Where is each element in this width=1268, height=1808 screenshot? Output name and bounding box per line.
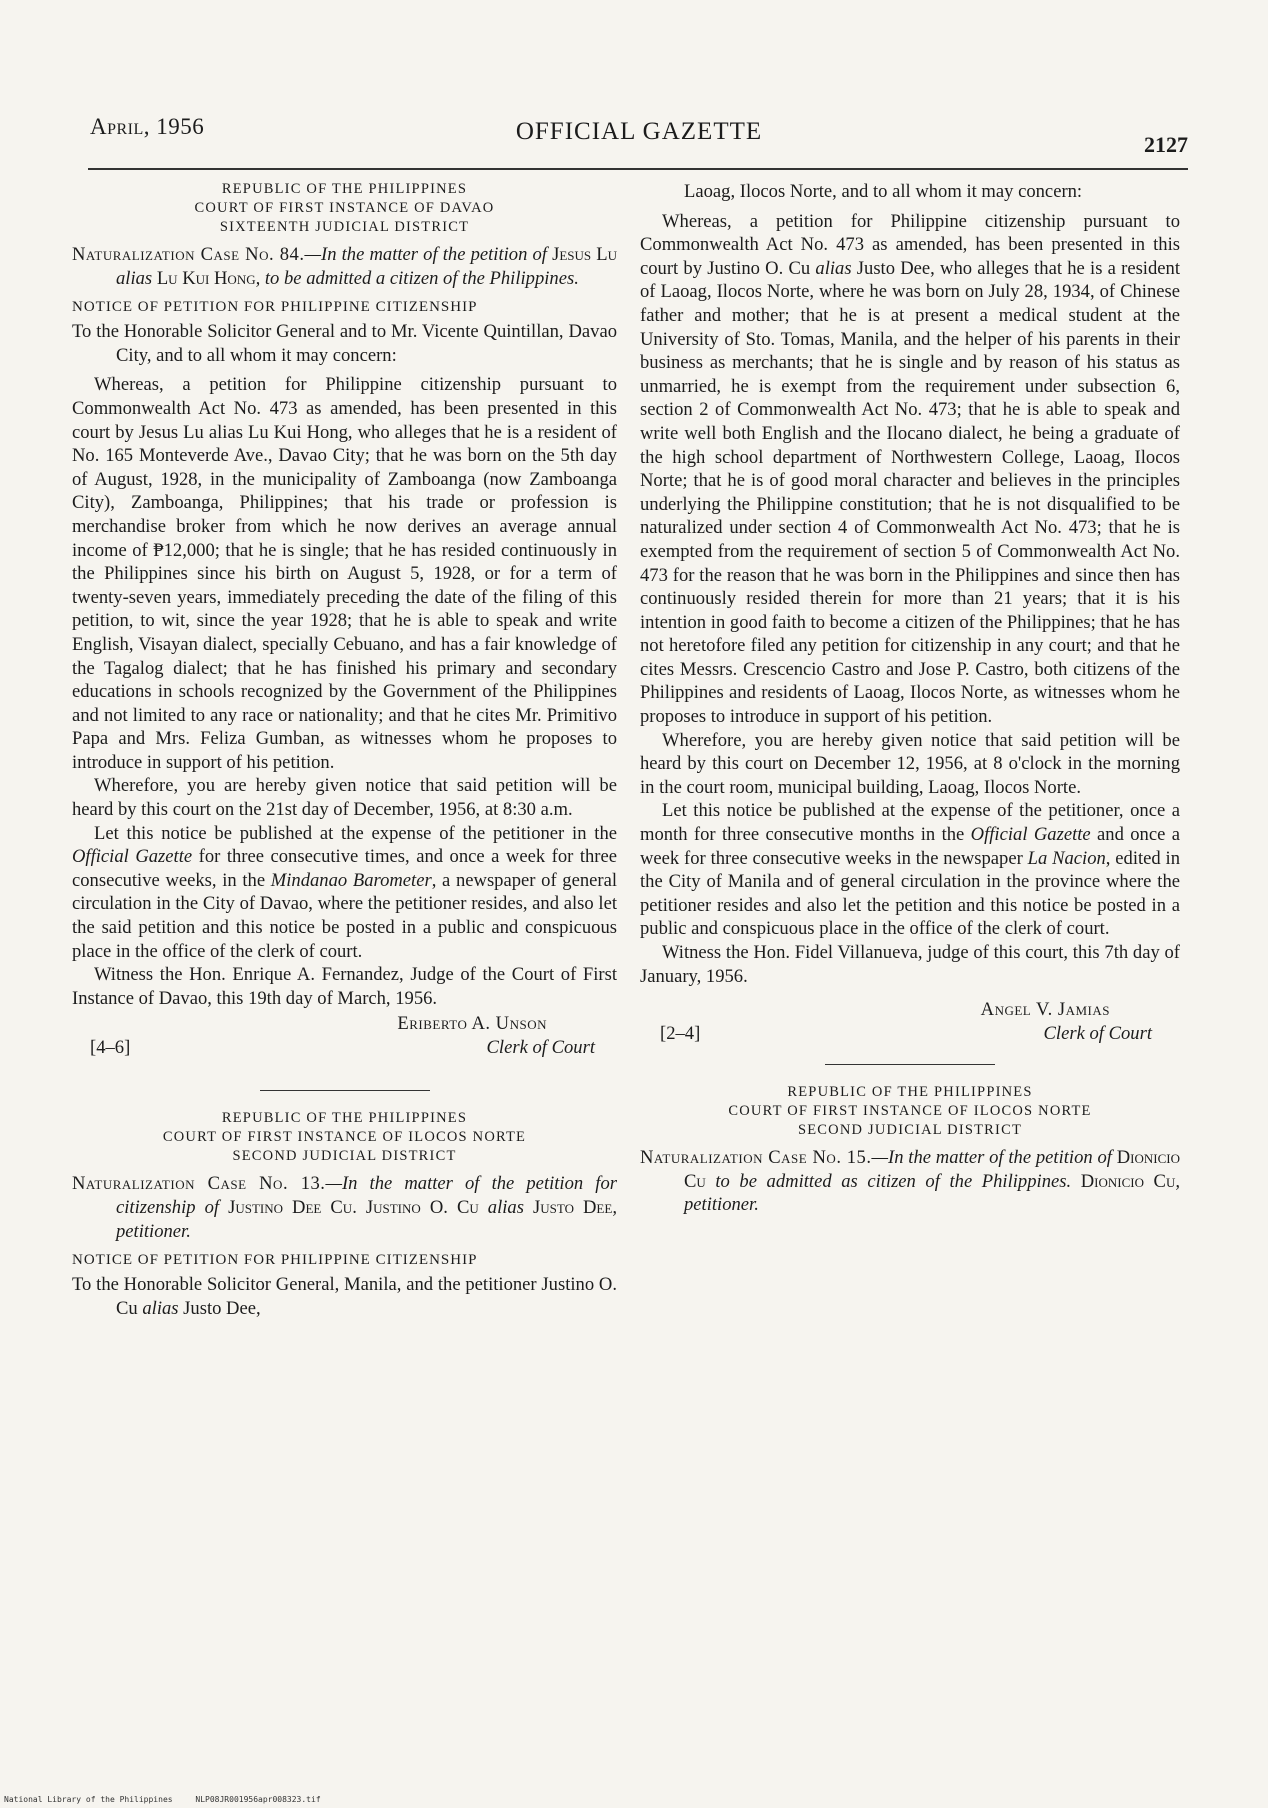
left-column <box>72 180 617 1326</box>
petition-body: Whereas, a petition for Philippine citizenship pursuant to Commonwealth Act No. 473 as amended, has been presented in this court by Jesus Lu alias Lu Kui Hong, who alleges that he is a resident of No. 165 Monteverde Ave., Davao City; that he was born on the 5th day of August, 1928, in the municipality of Zamboanga (now Zamboanga City), Zamboanga, Philippines; that his trade or profession is merchandise broker from which he now derives an average annual income of ₱12,000; that he is single; that he has resided continuously in the Philippines since his birth on August 5, 1928, or for a term of twenty-seven years, immediately preceding the date of the filing of this petition, to wit, since the year 1928; that he is able to speak and write English, Visayan dialect, specially Cebuano, and has a fair knowledge of the Tagalog dialect; that he has finished his primary and secondary educations in schools recognized by the Government of the Philippines and not limited to any race or nationality; and that he cites Mr. Primitivo Papa and Mrs. Feliza Gumban, as witnesses whom he proposes to introduce in support of his petition. <box>72 374 617 773</box>
court-line: COURT OF FIRST INSTANCE OF DAVAO <box>194 200 495 216</box>
page-number: 2127 <box>1144 132 1188 157</box>
publication-order: Let this notice be published at the expense of the petitioner in the Official Gazette for three consecutive times, and once a week for three consecutive weeks, in the Mindanao Barometer, a newspaper of general circulation in the City of Davao, where the petitioner resides, and also let the said petition and this notice be posted in a public and conspicuous place in the office of the clerk of court. <box>72 822 618 962</box>
signer-title: Clerk of Court <box>486 1037 595 1059</box>
library-credit: National Library of the Philippines <box>4 1795 173 1804</box>
section-divider <box>260 1090 430 1091</box>
scan-filename: NLP08JR001956apr008323.tif <box>195 1795 321 1804</box>
witness-clause: Witness the Hon. Enrique A. Fernandez, Judge of the Court of First Instance of Davao, this 19th day of March, 1956. <box>72 964 617 1009</box>
petitioner-name: Jesus Lu <box>552 244 617 265</box>
publication-order: Let this notice be published at the expense of the petitioner, once a month for three consecutive months in the Official Gazette and once a week for three consecutive weeks in the newspaper La Nacion, edited in the City of Manila and of general circulation in the province where the petitioner resides and also let the petition and this notice be posted in a public and conspicuous place in the office of the clerk of court. <box>640 800 1180 940</box>
issue-date: April, 1956 <box>90 114 205 139</box>
court-heading <box>72 1109 617 1166</box>
signer-name: Angel V. Jamias <box>980 999 1110 1021</box>
signer-name: Eriberto A. Unson <box>397 1013 547 1035</box>
court-line: SECOND JUDICIAL DISTRICT <box>232 1148 457 1165</box>
case-lead: Naturalization Case No. 84. <box>72 244 305 265</box>
hearing-notice: Wherefore, you are hereby given notice that said petition will be heard by this court on December 12, 1956, at 8 o'clock in the morning in the court room, municipal building, Laoag, Ilocos Norte. <box>640 729 1180 798</box>
issue-reference: [4–6] <box>90 1037 131 1059</box>
section-divider <box>825 1064 995 1065</box>
case-lead: Naturalization Case No. 13. <box>72 1173 326 1195</box>
court-line: COURT OF FIRST INSTANCE OF ILOCOS NORTE <box>162 1129 527 1146</box>
notice-heading: NOTICE OF PETITION FOR PHILIPPINE CITIZENSHIP <box>72 299 478 316</box>
court-heading <box>640 1083 1180 1140</box>
court-line: COURT OF FIRST INSTANCE OF ILOCOS NORTE <box>728 1103 1092 1120</box>
addressee: To the Honorable Solicitor General, Manila, and the petitioner Justino O. Cu alias Justo Dee, <box>72 1274 617 1319</box>
court-line: REPUBLIC OF THE PHILIPPINES <box>221 1110 468 1127</box>
publication-title: OFFICIAL GAZETTE <box>515 118 763 145</box>
page-header <box>90 110 1188 160</box>
case-title: Naturalization Case No. 15.—In the matter of the petition of Dionicio Cu to be admitted as citizen of the Philippines. Dionicio Cu, petitioner. <box>640 1147 1180 1216</box>
case-title: Naturalization Case No. 13.—In the matter of the petition for citizenship of Justino Dee Cu. Justino O. Cu alias Justo Dee, petitioner. <box>72 1173 617 1242</box>
addressee-continued: Laoag, Ilocos Norte, and to all whom it may concern: <box>684 181 1083 202</box>
petition-body: Whereas, a petition for Philippine citizenship pursuant to Commonwealth Act No. 473 as amended, has been presented in this court by Justino O. Cu alias Justo Dee, who alleges that he is a resident of Laoag, Ilocos Norte, where he was born on July 28, 1934, of Chinese father and mother; that he is at present a medical student at the University of Sto. Tomas, Manila, and the helper of his parents in their business as merchants; that he is single and by reason of his status as unmarried, he is exempt from the requirement under subsection 6, section 2 of Commonwealth Act No. 473; that he is able to speak and write well both English and the Ilocano dialect, he being a graduate of the high school department of Northwestern College, Laoag, Ilocos Norte; that he is of good moral character and believes in the principles underlying the Philippine constitution; that he is not disqualified to be naturalized under section 4 of Commonwealth Act No. 473; that he is exempted from the requirement of section 5 of Commonwealth Act No. 473 for the reason that he was born in the Philippines and since then has continuously resided therein for more than 21 years; that it is his intention in good faith to become a citizen of the Philippines; that he has not heretofore filed any petition for citizenship in any court; and that he cites Messrs. Crescencio Castro and Jose P. Castro, both citizens of the Philippines and residents of Laoag, Ilocos Norte, as witnesses whom he proposes to introduce in support of his petition. <box>640 210 1180 728</box>
signature-block <box>72 1012 617 1060</box>
right-column <box>640 180 1180 1223</box>
issue-reference: [2–4] <box>660 1023 701 1045</box>
hearing-notice: Wherefore, you are hereby given notice that said petition will be heard by this court on the 21st day of December, 1956, at 8:30 a.m. <box>72 775 617 821</box>
case-lead: Naturalization Case No. 15. <box>640 1147 872 1169</box>
notice-heading: NOTICE OF PETITION FOR PHILIPPINE CITIZENSHIP <box>72 1252 478 1269</box>
court-heading <box>72 180 617 237</box>
signer-title: Clerk of Court <box>1043 1023 1152 1045</box>
court-line: SIXTEENTH JUDICIAL DISTRICT <box>219 219 470 235</box>
court-line: REPUBLIC OF THE PHILIPPINES <box>221 181 468 197</box>
court-line: REPUBLIC OF THE PHILIPPINES <box>787 1084 1033 1101</box>
addressee: To the Honorable Solicitor General and to Mr. Vicente Quintillan, Davao City, and to all whom it may concern: <box>72 321 617 366</box>
court-line: SECOND JUDICIAL DISTRICT <box>797 1122 1022 1139</box>
scan-footer <box>4 1795 339 1804</box>
witness-clause: Witness the Hon. Fidel Villanueva, judge of this court, this 7th day of January, 1956. <box>640 942 1180 987</box>
case-title: Naturalization Case No. 84.—In the matter of the petition of Jesus Lu alias Lu Kui Hong, to be admitted a citizen of the Philippines. <box>72 244 617 289</box>
header-rule <box>88 168 1188 170</box>
signature-block <box>640 998 1180 1046</box>
